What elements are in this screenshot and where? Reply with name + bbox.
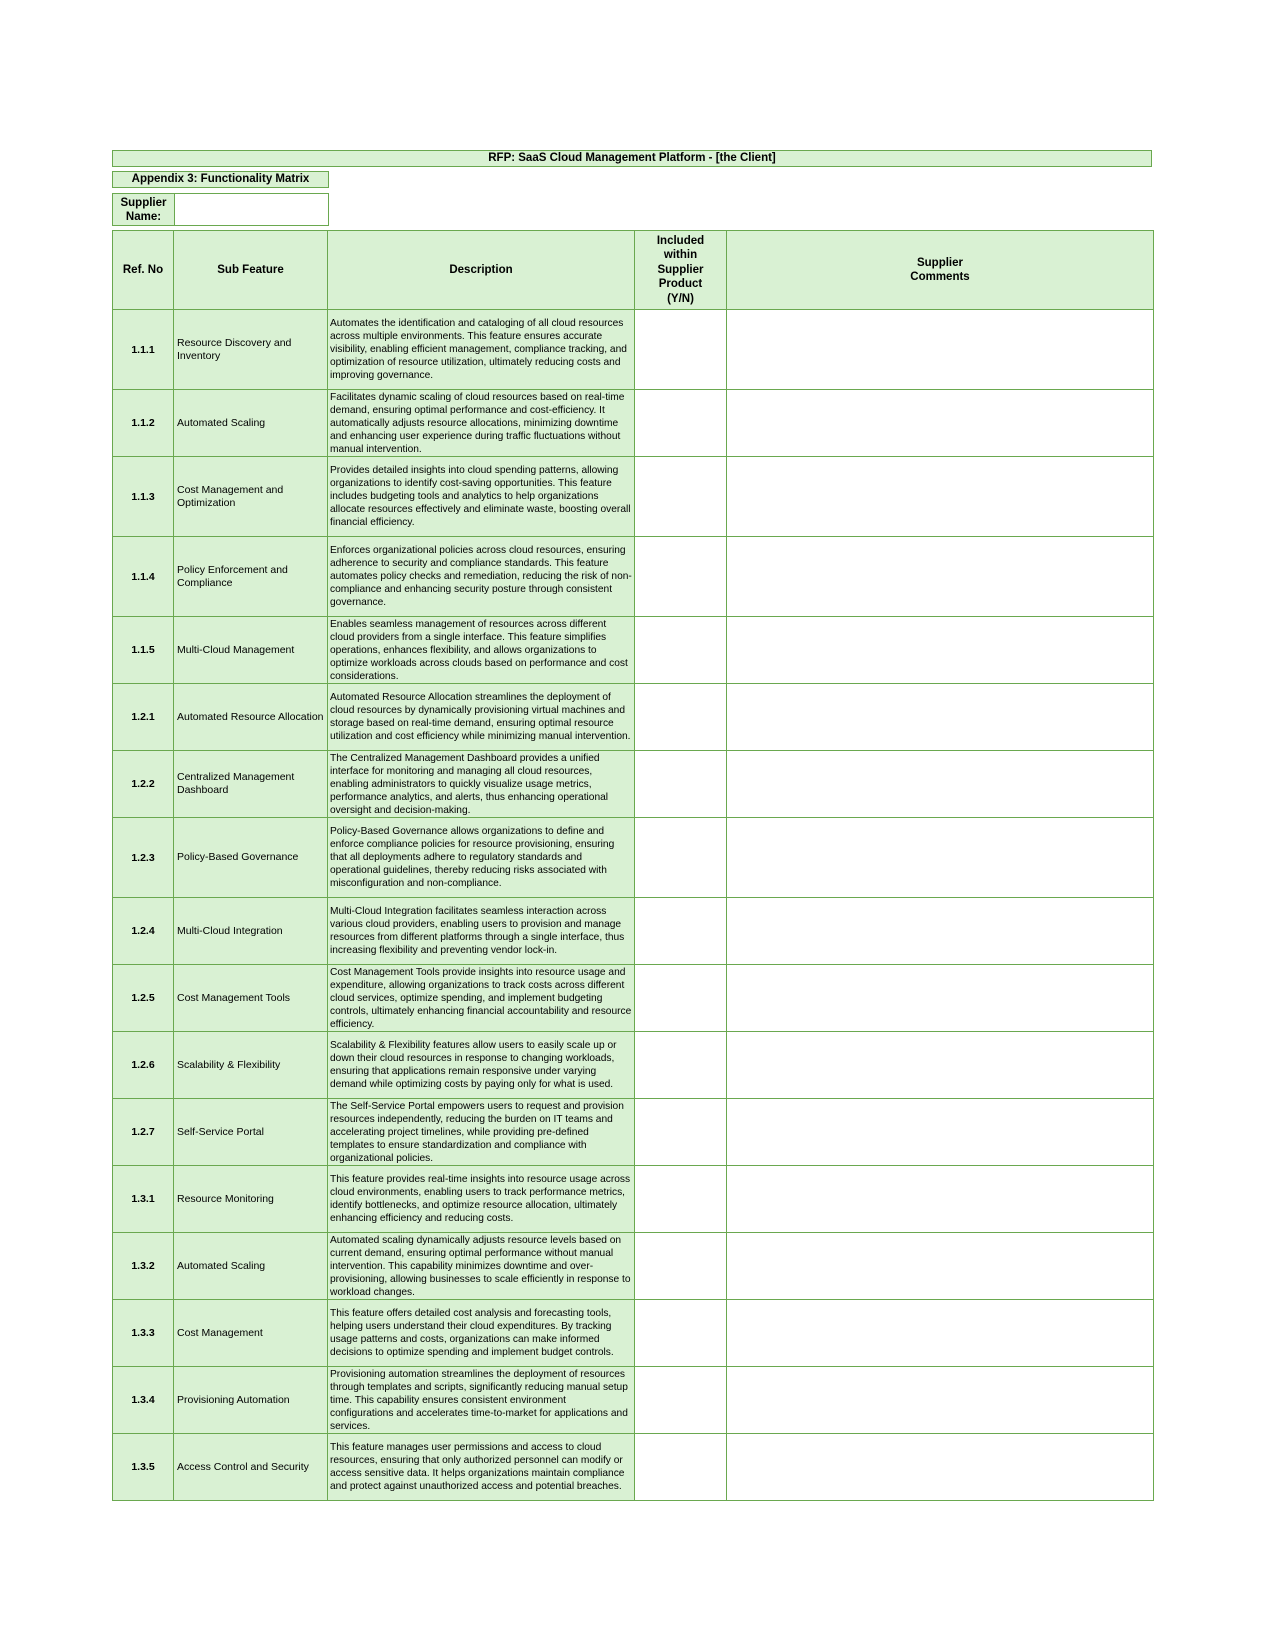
supplier-comments-cell[interactable] [727,898,1154,965]
supplier-comments-cell[interactable] [727,965,1154,1032]
included-cell[interactable] [635,537,727,617]
sub-feature-cell: Policy-Based Governance [174,818,328,898]
ref-no-cell: 1.2.5 [113,965,174,1032]
supplier-name-label-text: Supplier Name: [120,196,167,223]
description-cell: This feature offers detailed cost analysis and forecasting tools, helping users understand their cloud expenditures. By tracking usage patterns and costs, organizations can make informed decisions to optimize spending and implement budget controls. [328,1300,635,1367]
column-header-sub-feature: Sub Feature [174,231,328,310]
included-cell[interactable] [635,1099,727,1166]
supplier-comments-cell[interactable] [727,617,1154,684]
supplier-comments-cell[interactable] [727,1099,1154,1166]
table-row [113,1032,1154,1099]
supplier-comments-cell[interactable] [727,751,1154,818]
table-row [113,1233,1154,1300]
supplier-comments-cell[interactable] [727,390,1154,457]
table-header-row [113,231,1154,310]
sub-feature-cell: Cost Management [174,1300,328,1367]
ref-no-cell: 1.2.4 [113,898,174,965]
table-row [113,1367,1154,1434]
description-cell: The Centralized Management Dashboard provides a unified interface for monitoring and managing all cloud resources, enabling administrators to quickly visualize usage metrics, performance analytics, and alerts, thus enhancing operational oversight and decision-making. [328,751,635,818]
table-row [113,965,1154,1032]
rfp-title: RFP: SaaS Cloud Management Platform - [the Client] [112,150,1152,167]
included-cell[interactable] [635,898,727,965]
column-header-supplier-comments [727,231,1154,310]
sub-feature-cell: Cost Management and Optimization [174,457,328,537]
table-row [113,751,1154,818]
table-row [113,457,1154,537]
table-row [113,1434,1154,1501]
table-row [113,310,1154,390]
included-cell[interactable] [635,390,727,457]
table-row [113,898,1154,965]
supplier-comments-cell[interactable] [727,1434,1154,1501]
sub-feature-cell: Cost Management Tools [174,965,328,1032]
sub-feature-cell: Scalability & Flexibility [174,1032,328,1099]
included-cell[interactable] [635,1233,727,1300]
ref-no-cell: 1.3.5 [113,1434,174,1501]
description-cell: Cost Management Tools provide insights into resource usage and expenditure, allowing organizations to track costs across different cloud services, optimize spending, and implement budgeting controls, ultimately enhancing financial accountability and resource efficiency. [328,965,635,1032]
table-row [113,390,1154,457]
column-header-included-text: Included within Supplier Product (Y/N) [656,234,705,305]
description-cell: Automated Resource Allocation streamlines the deployment of cloud resources by dynamically provisioning virtual machines and storage based on real-time demand, ensuring optimal resource utilization and cost efficiency while minimizing manual intervention. [328,684,635,751]
description-cell: Automates the identification and cataloging of all cloud resources across multiple environments. This feature ensures accurate visibility, enabling efficient management, compliance tracking, and optimization of resource utilization, ultimately reducing costs and improving governance. [328,310,635,390]
ref-no-cell: 1.2.7 [113,1099,174,1166]
description-cell: The Self-Service Portal empowers users to request and provision resources independently, reducing the burden on IT teams and accelerating project timelines, while providing pre-defined templates to ensure standardization and compliance with organizational policies. [328,1099,635,1166]
description-cell: Enforces organizational policies across cloud resources, ensuring adherence to security and compliance standards. This feature automates policy checks and remediation, reducing the risk of non-compliance and enhancing security posture through consistent governance. [328,537,635,617]
supplier-comments-cell[interactable] [727,818,1154,898]
ref-no-cell: 1.2.6 [113,1032,174,1099]
ref-no-cell: 1.2.2 [113,751,174,818]
description-cell: Automated scaling dynamically adjusts resource levels based on current demand, ensuring optimal performance without manual intervention. This capability minimizes downtime and over-provisioning, allowing businesses to scale efficiently in response to workload changes. [328,1233,635,1300]
sub-feature-cell: Resource Monitoring [174,1166,328,1233]
supplier-comments-cell[interactable] [727,457,1154,537]
description-cell: Provisioning automation streamlines the deployment of resources through templates and scripts, significantly reducing manual setup time. This capability ensures consistent environment configurations and accelerates time-to-market for applications and services. [328,1367,635,1434]
table-row [113,617,1154,684]
included-cell[interactable] [635,1367,727,1434]
column-header-supplier-comments-text: Supplier Comments [910,256,970,283]
supplier-comments-cell[interactable] [727,1233,1154,1300]
column-header-description: Description [328,231,635,310]
description-cell: Policy-Based Governance allows organizations to define and enforce compliance policies for resource provisioning, ensuring that all deployments adhere to regulatory standards and operational guidelines, thereby reducing risks associated with misconfiguration and non-compliance. [328,818,635,898]
ref-no-cell: 1.1.2 [113,390,174,457]
ref-no-cell: 1.1.1 [113,310,174,390]
sub-feature-cell: Self-Service Portal [174,1099,328,1166]
sub-feature-cell: Provisioning Automation [174,1367,328,1434]
description-cell: Enables seamless management of resources across different cloud providers from a single interface. This feature simplifies operations, enhances flexibility, and allows organizations to optimize workloads across clouds based on performance and cost considerations. [328,617,635,684]
sub-feature-cell: Access Control and Security [174,1434,328,1501]
supplier-comments-cell[interactable] [727,684,1154,751]
column-header-included [635,231,727,310]
table-row [113,1099,1154,1166]
included-cell[interactable] [635,1434,727,1501]
table-row [113,818,1154,898]
ref-no-cell: 1.1.3 [113,457,174,537]
included-cell[interactable] [635,684,727,751]
table-row [113,537,1154,617]
sub-feature-cell: Multi-Cloud Management [174,617,328,684]
sub-feature-cell: Centralized Management Dashboard [174,751,328,818]
included-cell[interactable] [635,617,727,684]
table-row [113,684,1154,751]
description-cell: Provides detailed insights into cloud spending patterns, allowing organizations to identify cost-saving opportunities. This feature includes budgeting tools and analytics to help organizations allocate resources effectively and eliminate waste, boosting overall financial efficiency. [328,457,635,537]
sub-feature-cell: Automated Resource Allocation [174,684,328,751]
description-cell: This feature manages user permissions and access to cloud resources, ensuring that only authorized personnel can modify or access sensitive data. It helps organizations maintain compliance and protect against unauthorized access and potential breaches. [328,1434,635,1501]
included-cell[interactable] [635,310,727,390]
sub-feature-cell: Resource Discovery and Inventory [174,310,328,390]
supplier-comments-cell[interactable] [727,310,1154,390]
sub-feature-cell: Multi-Cloud Integration [174,898,328,965]
included-cell[interactable] [635,457,727,537]
included-cell[interactable] [635,1300,727,1367]
appendix-title: Appendix 3: Functionality Matrix [112,171,329,188]
supplier-name-label [112,193,175,226]
included-cell[interactable] [635,751,727,818]
ref-no-cell: 1.1.4 [113,537,174,617]
sub-feature-cell: Automated Scaling [174,390,328,457]
column-header-ref-no: Ref. No [113,231,174,310]
ref-no-cell: 1.3.3 [113,1300,174,1367]
supplier-comments-cell[interactable] [727,1300,1154,1367]
included-cell[interactable] [635,1032,727,1099]
table-row [113,1166,1154,1233]
supplier-comments-cell[interactable] [727,1166,1154,1233]
supplier-name-field[interactable] [174,193,329,226]
description-cell: Facilitates dynamic scaling of cloud resources based on real-time demand, ensuring optimal performance and cost-efficiency. It automatically adjusts resource allocations, minimizing downtime and enhancing user experience during traffic fluctuations without manual intervention. [328,390,635,457]
ref-no-cell: 1.2.1 [113,684,174,751]
table-row [113,1300,1154,1367]
functionality-matrix-table [112,230,1154,1501]
sub-feature-cell: Policy Enforcement and Compliance [174,537,328,617]
included-cell[interactable] [635,1166,727,1233]
description-cell: This feature provides real-time insights into resource usage across cloud environments, enabling users to track performance metrics, identify bottlenecks, and optimize resource allocation, ultimately enhancing efficiency and reducing costs. [328,1166,635,1233]
ref-no-cell: 1.3.1 [113,1166,174,1233]
supplier-comments-cell[interactable] [727,1032,1154,1099]
supplier-comments-cell[interactable] [727,537,1154,617]
sub-feature-cell: Automated Scaling [174,1233,328,1300]
supplier-comments-cell[interactable] [727,1367,1154,1434]
included-cell[interactable] [635,818,727,898]
description-cell: Scalability & Flexibility features allow users to easily scale up or down their cloud resources in response to changing workloads, ensuring that applications remain responsive under varying demand while optimizing costs by paying only for what is used. [328,1032,635,1099]
ref-no-cell: 1.3.2 [113,1233,174,1300]
included-cell[interactable] [635,965,727,1032]
ref-no-cell: 1.1.5 [113,617,174,684]
ref-no-cell: 1.3.4 [113,1367,174,1434]
ref-no-cell: 1.2.3 [113,818,174,898]
description-cell: Multi-Cloud Integration facilitates seamless interaction across various cloud providers, enabling users to provision and manage resources from different platforms through a single interface, thus increasing flexibility and preventing vendor lock-in. [328,898,635,965]
table-body [113,310,1154,1501]
